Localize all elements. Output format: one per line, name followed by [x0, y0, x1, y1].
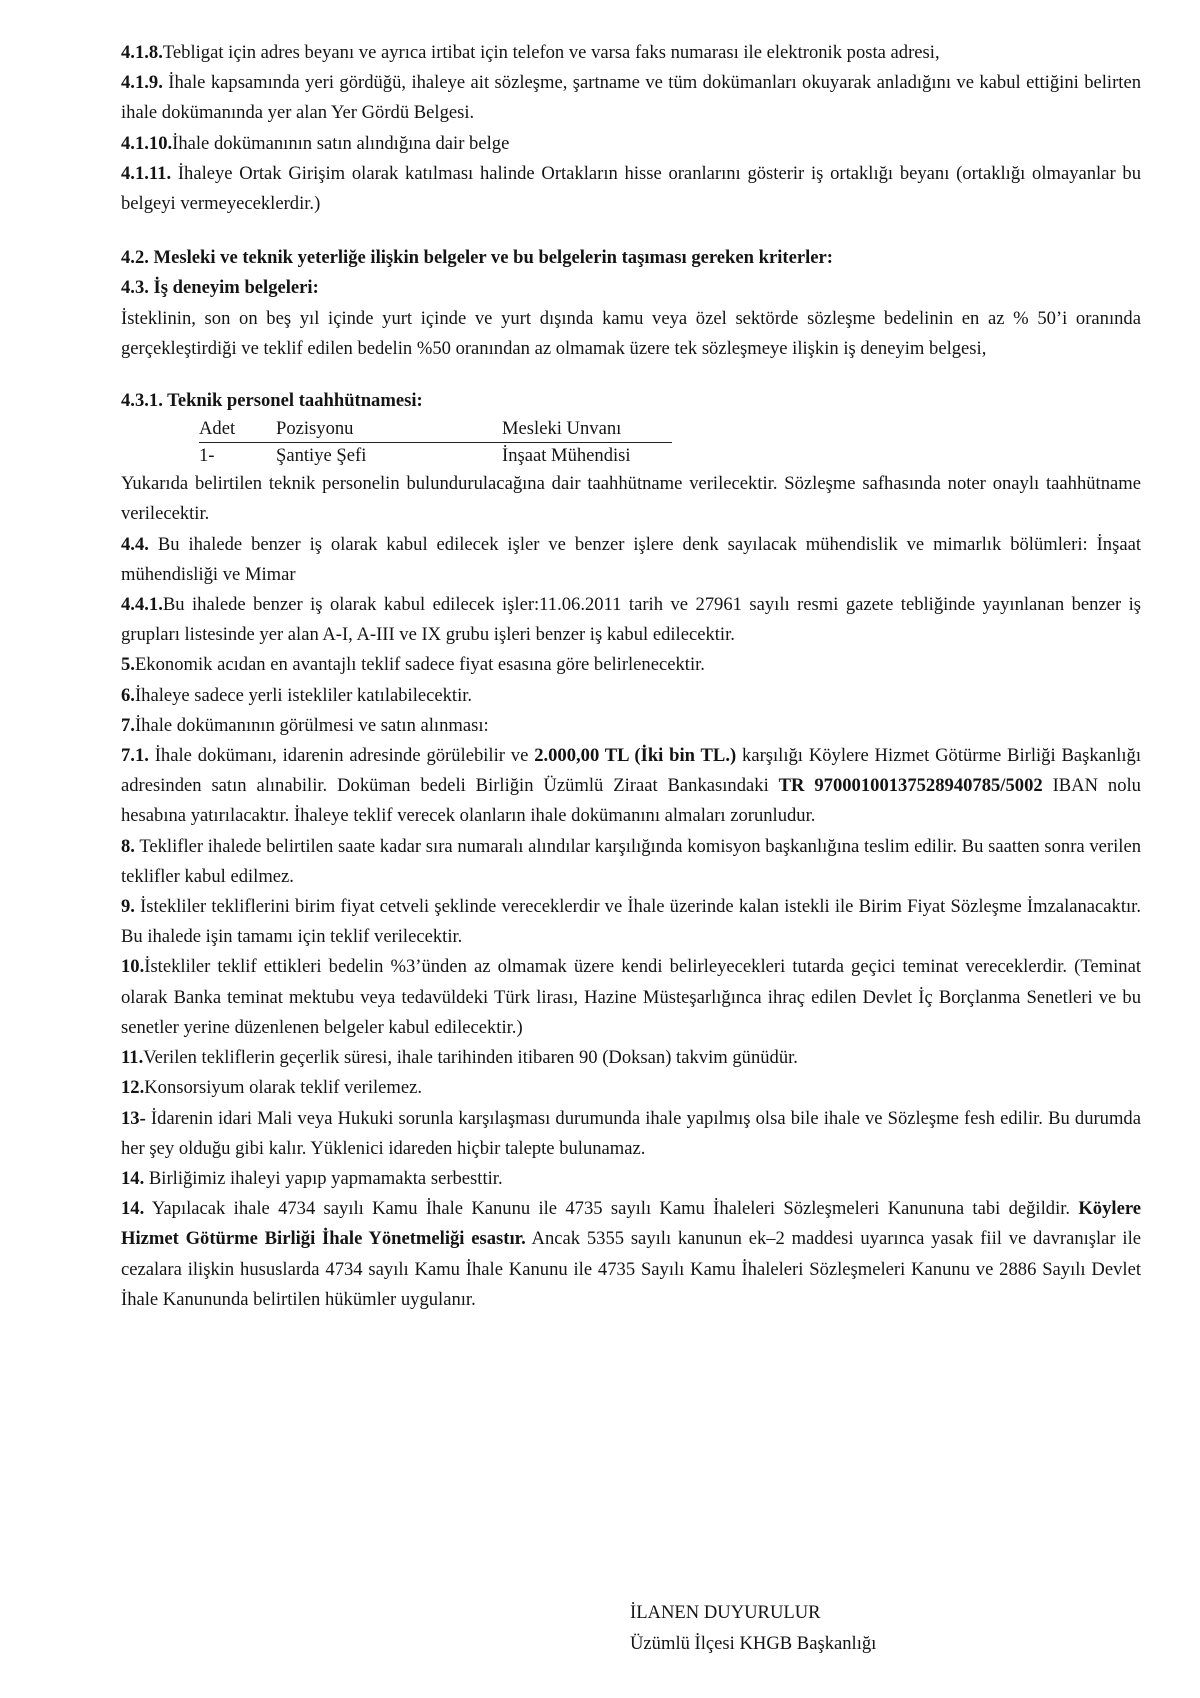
item-7 — [121, 711, 1141, 741]
item-number: 10. — [121, 956, 145, 978]
item-text: Bu ihalede benzer iş olarak kabul edilecek işler:11.06.2011 tarih ve 27961 sayılı resmi gazete tebliğinde yayınlanan benzer iş grupları listesinde yer alan A-I, A-III ve IX grubu işleri benzer iş kabul edilecektir. — [121, 594, 1141, 646]
column-header-title: Mesleki Unvanı — [502, 418, 622, 440]
item-text: İhale dokümanının görülmesi ve satın alınması: — [134, 714, 489, 736]
spacer — [121, 364, 1141, 386]
item-14-a — [121, 1164, 1141, 1194]
item-text: Tebligat için adres beyanı ve ayrıca irtibat için telefon ve varsa faks numarası ile elektronik posta adresi, — [162, 42, 940, 63]
item-text: IBAN nolu hesabına yatırılacaktır. İhaleye teklif verecek olanların ihale dokümanını almaları zorunludur. — [121, 775, 1141, 827]
item-4-1-8 — [121, 38, 1141, 68]
item-text: Konsorsiyum olarak teklif verilemez. — [144, 1077, 423, 1099]
item-text: İhale dokümanının satın alındığına dair belge — [172, 132, 510, 154]
item-text: karşılığı Köylere Hizmet Götürme Birliği Başkanlığı adresinden satın alınabilir. Doküman bedeli Birliğin Üzümlü Ziraat Bankasındaki — [121, 745, 1141, 797]
issuer-line: Üzümlü İlçesi KHGB Başkanlığı — [630, 1633, 877, 1654]
column-header-count: Adet — [199, 418, 236, 440]
item-14-b — [121, 1194, 1141, 1315]
item-number: 14. — [121, 1198, 145, 1220]
item-text: İstekliler tekliflerini birim fiyat cetveli şeklinde vereceklerdir ve İhale üzerinde kalan istekli ile Birim Fiyat Sözleşme İmzalanacaktır. Bu ihalede işin tamamı için teklif verilecektir. — [121, 896, 1141, 948]
item-text: Bu ihalede benzer iş olarak kabul edilecek işler ve benzer işlere denk sayılacak mühendislik ve mimarlık bölümleri: İnşaat mühendisliği ve Mimar — [121, 533, 1141, 585]
item-9 — [121, 892, 1141, 952]
paragraph-4-3: İsteklinin, son on beş yıl içinde yurt içinde ve yurt dışında kamu veya özel sektörde sözleşme bedelinin en az % 50’i oranında gerçekleştirdiği ve teklif edilen bedelin %50 oranından az olmamak üzere tek sözleşmeye ilişkin iş deneyim belgesi, — [121, 307, 1141, 359]
item-text: Ekonomik acıdan en avantajlı teklif sadece fiyat esasına göre belirlenecektir. — [134, 654, 705, 676]
heading-4-3-1: 4.3.1. Teknik personel taahhütnamesi: — [121, 390, 423, 412]
item-number: 7.1. — [121, 745, 149, 767]
item-4-4 — [121, 530, 1141, 590]
item-number: 4.4. — [121, 533, 149, 555]
heading-4-3: 4.3. İş deneyim belgeleri: — [121, 277, 319, 299]
item-number: 14. — [121, 1167, 145, 1189]
item-6 — [121, 681, 1141, 711]
item-number: 4.1.10. — [121, 132, 173, 154]
item-number: 8. — [121, 835, 135, 857]
item-number: 6. — [121, 684, 135, 706]
item-text: Yapılacak ihale 4734 sayılı Kamu İhale Kanunu ile 4735 sayılı Kamu İhaleleri Sözleşmeleri Kanununa tabi değildir. — [144, 1198, 1079, 1220]
column-header-position: Pozisyonu — [276, 418, 354, 440]
item-text: Teklifler ihalede belirtilen saate kadar sıra numaralı alındılar karşılığında komisyon başkanlığına teslim edilir. Bu saatten sonra verilen teklifler kabul edilmez. — [121, 835, 1141, 887]
item-10 — [121, 952, 1141, 1043]
item-text: İhaleye sadece yerli istekliler katılabilecektir. — [134, 684, 473, 706]
item-11 — [121, 1043, 1141, 1073]
item-text: İstekliler teklif ettikleri bedelin %3’ünden az olmamak üzere kendi belirleyecekleri tutarda geçici teminat vereceklerdir. (Teminat olarak Banka teminat mektubu veya tedavüldeki Türk lirası, Hazine Müsteşarlığınca ihraç edilen Devlet İç Borçlanma Senetleri ve bu senetler yerine düzenlenen belgeler kabul edilecektir.) — [121, 956, 1141, 1038]
signature-block — [630, 1597, 876, 1659]
item-4-1-10 — [121, 129, 1141, 159]
item-number: 4.1.8. — [121, 42, 163, 63]
personnel-table-header — [199, 416, 672, 443]
regulation-note: Köylere Hizmet Götürme Birliği İhale Yönetmeliği esastır. — [121, 1198, 1141, 1250]
item-number: 4.1.11. — [121, 162, 172, 184]
table-row — [199, 443, 672, 469]
item-5 — [121, 650, 1141, 680]
item-text: İhaleye Ortak Girişim olarak katılması halinde Ortakların hisse oranlarını gösterir iş ortaklığı beyanı (ortaklığı olmayanlar bu belgeyi vermeyeceklerdir.) — [121, 162, 1141, 215]
item-number: 5. — [121, 654, 135, 676]
item-number: 9. — [121, 896, 135, 918]
cell-count: 1- — [199, 445, 215, 467]
item-4-1-9 — [121, 68, 1141, 128]
item-number: 7. — [121, 714, 135, 736]
document-fee: 2.000,00 TL (İki bin TL.) — [534, 745, 737, 767]
item-text: İdarenin idari Mali veya Hukuki sorunla karşılaşması durumunda ihale yapılmış olsa bile ihale ve Sözleşme fesh edilir. Bu durumda her şey olduğu gibi kalır. Yüklenici idareden hiçbir talepte bulunamaz. — [121, 1107, 1141, 1159]
item-number: 13- — [121, 1107, 146, 1129]
item-7-1 — [121, 741, 1141, 832]
item-4-1-11 — [121, 159, 1141, 219]
document-body — [121, 38, 1141, 1315]
item-text: Ancak 5355 sayılı kanunun ek–2 maddesi uyarınca yasak fiil ve davranışlar ile cezalara ilişkin hususlarda 4734 sayılı Kamu İhale Kanunu ile 4735 Sayılı Kamu İhaleleri Sözleşmeleri Kanunu ve 2886 Sayılı Devlet İhale Kanununda belirtilen hükümler uygulanır. — [121, 1228, 1141, 1310]
item-text: İhale kapsamında yeri gördüğü, ihaleye ait sözleşme, şartname ve tüm dokümanları okuyarak anladığını ve kabul ettiğini belirten ihale dokümanında yer alan Yer Gördü Belgesi. — [121, 72, 1141, 124]
item-number: 4.1.9. — [121, 72, 163, 94]
item-number: 12. — [121, 1077, 145, 1099]
heading-4-2: 4.2. Mesleki ve teknik yeterliğe ilişkin belgeler ve bu belgelerin taşıması gereken kriterler: — [121, 247, 833, 269]
iban-number: TR 970001001375289407​85/5002 — [778, 775, 1043, 797]
announcement-line: İLANEN DUYURULUR — [630, 1602, 821, 1623]
spacer — [121, 219, 1141, 243]
item-text: Verilen tekliflerin geçerlik süresi, ihale tarihinden itibaren 90 (Doksan) takvim günüdür. — [143, 1047, 798, 1069]
item-12 — [121, 1073, 1141, 1103]
paragraph-4-3-1: Yukarıda belirtilen teknik personelin bulundurulacağına dair taahhütname verilecektir. Sözleşme safhasında noter onaylı taahhütname verilecektir. — [121, 473, 1141, 525]
item-text: İhale dokümanı, idarenin adresinde görülebilir ve — [148, 745, 535, 767]
item-number: 4.4.1. — [121, 594, 163, 616]
cell-position: Şantiye Şefi — [276, 445, 367, 467]
item-13 — [121, 1104, 1141, 1164]
item-text: Birliğimiz ihaleyi yapıp yapmamakta serbesttir. — [144, 1167, 503, 1189]
item-number: 11. — [121, 1047, 144, 1069]
item-4-4-1 — [121, 590, 1141, 650]
cell-title: İnşaat Mühendisi — [502, 445, 631, 467]
item-8 — [121, 832, 1141, 892]
